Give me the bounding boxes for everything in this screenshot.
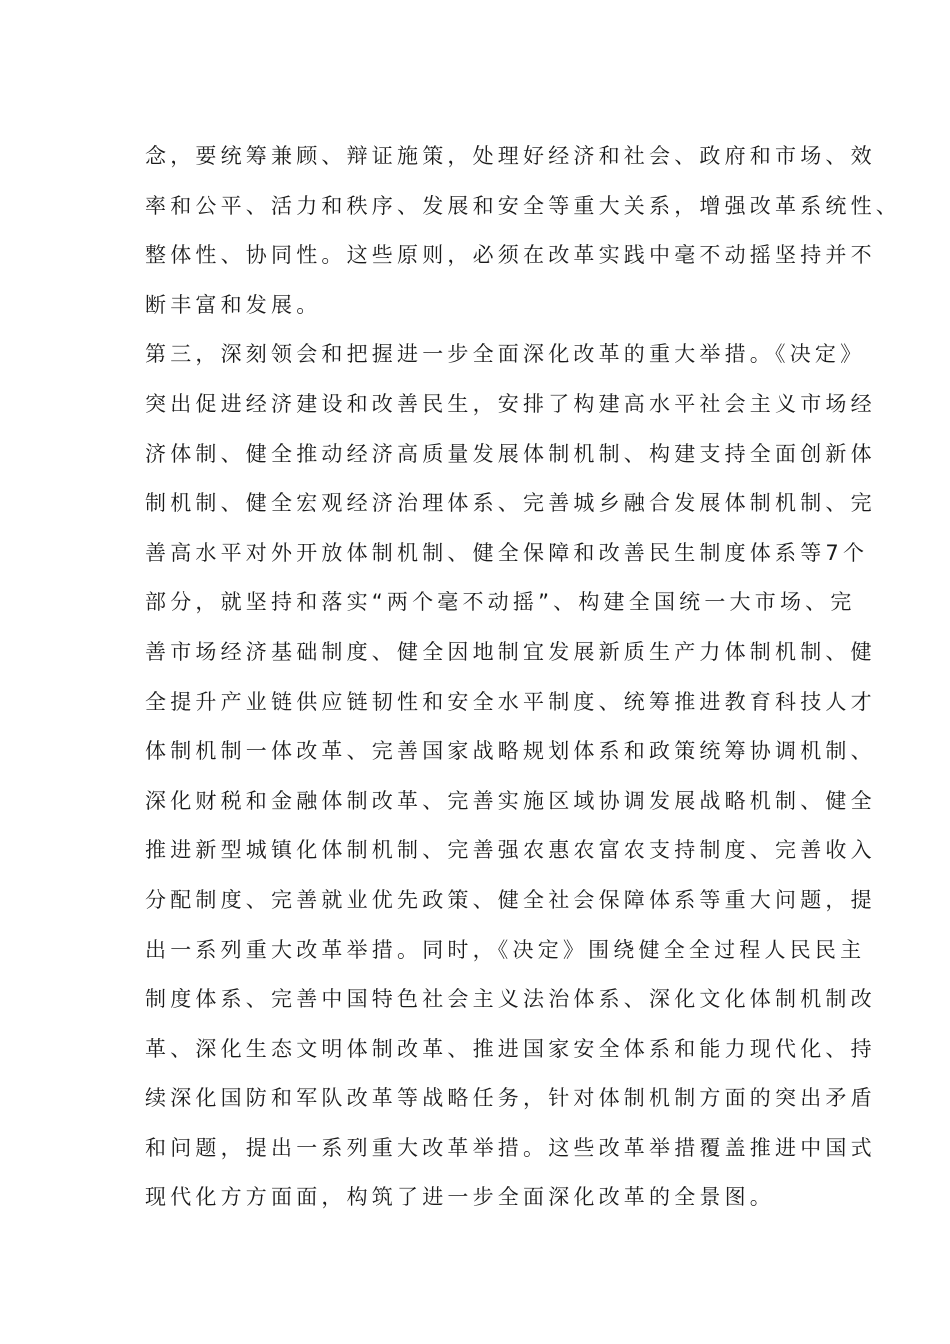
text-line: 深化财税和金融体制改革、完善实施区域协调发展战略机制、健全 bbox=[145, 788, 876, 813]
text-line: 率和公平、活力和秩序、发展和安全等重大关系，增强改革系统性、 bbox=[145, 193, 901, 218]
text-line: 现代化方方面面，构筑了进一步全面深化改革的全景图。 bbox=[145, 1185, 775, 1210]
text-line: 制度体系、完善中国特色社会主义法治体系、深化文化体制机制改 bbox=[145, 987, 876, 1012]
text-line: 续深化国防和军队改革等战略任务，针对体制机制方面的突出矛盾 bbox=[145, 1086, 876, 1111]
text-line: 分配制度、完善就业优先政策、健全社会保障体系等重大问题，提 bbox=[145, 887, 876, 912]
text-line: 出一系列重大改革举措。同时，《决定》围绕健全全过程人民民主 bbox=[145, 937, 866, 962]
text-line: 突出促进经济建设和改善民生，安排了构建高水平社会主义市场经 bbox=[145, 391, 876, 416]
text-line: 部分，就坚持和落实“两个毫不动摇”、构建全国统一大市场、完 bbox=[145, 590, 856, 615]
text-line: 全提升产业链供应链韧性和安全水平制度、统筹推进教育科技人才 bbox=[145, 689, 876, 714]
text-line: 断丰富和发展。 bbox=[145, 292, 322, 317]
text-line: 念，要统筹兼顾、辩证施策，处理好经济和社会、政府和市场、效 bbox=[145, 144, 876, 168]
text-line: 和问题，提出一系列重大改革举措。这些改革举措覆盖推进中国式 bbox=[145, 1135, 876, 1160]
text-line: 革、深化生态文明体制改革、推进国家安全体系和能力现代化、持 bbox=[145, 1036, 876, 1061]
text-line: 体制机制一体改革、完善国家战略规划体系和政策统筹协调机制、 bbox=[145, 739, 876, 764]
text-line: 整体性、协同性。这些原则，必须在改革实践中毫不动摇坚持并不 bbox=[145, 243, 876, 268]
text-line: 第三，深刻领会和把握进一步全面深化改革的重大举措。《决定》 bbox=[145, 342, 866, 367]
text-line: 善高水平对外开放体制机制、健全保障和改善民生制度体系等7个 bbox=[145, 540, 869, 565]
text-line: 制机制、健全宏观经济治理体系、完善城乡融合发展体制机制、完 bbox=[145, 491, 876, 516]
text-line: 善市场经济基础制度、健全因地制宜发展新质生产力体制机制、健 bbox=[145, 639, 876, 664]
text-line: 济体制、健全推动经济高质量发展体制机制、构建支持全面创新体 bbox=[145, 441, 876, 466]
document-body bbox=[145, 132, 901, 1223]
text-line: 推进新型城镇化体制机制、完善强农惠农富农支持制度、完善收入 bbox=[145, 838, 876, 863]
